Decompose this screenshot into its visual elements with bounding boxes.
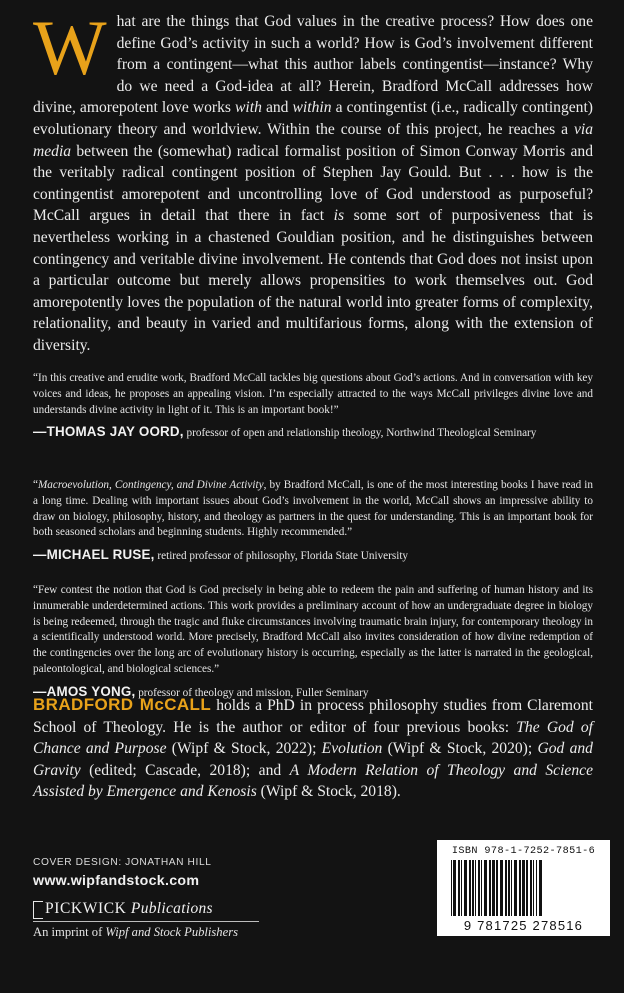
barcode-bar <box>522 860 525 916</box>
desc-text-5: some sort of purposiveness that is nevertheless working in a chastened Gouldian position, and he distinguishes between contingency and veritable divine involvement. He contends that God does not insist upon a particular outcome but merely allows propensities to work themselves out. God amorepotently loves the population of the natural world into greater forms of complexity, relationality, and beauty in varied and multifarious forms, along with the extension of diversity. <box>33 207 593 354</box>
endorsement-oord <box>33 371 593 441</box>
bio-text-1: holds a PhD in process philosophy studies from Claremont School of Theology. He is the author or editor of four previous books: <box>33 697 593 736</box>
desc-emph-4: is <box>333 207 345 225</box>
endorser-name: —MICHAEL RUSE, <box>33 547 155 563</box>
endorsement-quote: “Few contest the notion that God is God precisely in being able to redeem the pain and suffering of human history and its innumerable underdetermined actions. This work provides a preliminary account of how an undergraduate degree in biology is being redeemed, through the tragic and fluke circumstances involving traumatic brain injury, for contemporary theology in a scientifically understood world. More precisely, Bradford McCall also invites consideration of how divine redemption of the contingencies over the long arc of evolutionary history is occurring, especially as the latter is narrated in the geological, paleontological, and biological sciences.” <box>33 584 593 675</box>
bio-text-3: (Wipf & Stock, 2020); <box>382 740 538 758</box>
author-bio <box>33 694 593 803</box>
barcode-bars-icon <box>449 860 598 918</box>
bio-book-3: God and Gravity <box>33 740 593 779</box>
endorsement-yong <box>33 583 593 701</box>
barcode-bar <box>505 860 507 916</box>
isbn-label: ISBN 978-1-7252-7851-6 <box>451 846 596 857</box>
imprint-publisher: Wipf and Stock Publishers <box>105 925 238 939</box>
desc-emph-1: with <box>235 99 262 117</box>
bio-text-5: (Wipf & Stock, 2018). <box>256 783 401 801</box>
endorsement-text <box>33 583 593 678</box>
endorsement-book-title: Macroevolution, Contingency, and Divine Activity <box>37 479 264 491</box>
desc-text-4: between the (somewhat) radical formalist position of Simon Conway Morris and the veritably radical contingent position of Stephen Jay Gould. But . . . how is the contingentist amorepotent and uncontrolling love of God understood as purposeful? McCall argues in detail that there in fact <box>33 142 593 225</box>
endorser-title: professor of open and relationship theology, Northwind Theological Seminary <box>183 427 537 440</box>
endorsement-text <box>33 478 593 541</box>
barcode-bar <box>461 860 462 916</box>
bio-book-4: A Modern Relation of Theology and Science Assisted by Emergence and Kenosis <box>33 761 593 801</box>
endorser-title: retired professor of philosophy, Florida State University <box>154 550 409 563</box>
endorsement-quote: “In this creative and erudite work, Bradford McCall tackles big questions about God’s actions. And in conversation with key voices and ideas, he proposes an appealing vision. I’m especially attracted to the ways McCall privileges divine love and understands divine activity in light of it. This is an important book!” <box>33 372 593 416</box>
barcode-bar <box>464 860 467 916</box>
barcode-digits: 9 781725 278516 <box>463 918 584 933</box>
barcode-bar <box>469 860 471 916</box>
barcode-bar <box>481 860 482 916</box>
bio-text-4: (edited; Cascade, 2018); and <box>80 761 290 779</box>
barcode-bar <box>500 860 503 916</box>
publisher-name <box>45 900 213 918</box>
endorsement-open-quote: “ <box>33 479 38 491</box>
barcode-bar <box>530 860 532 916</box>
publisher-website: www.wipfandstock.com <box>33 873 200 889</box>
barcode-bar <box>539 860 542 916</box>
barcode-bar <box>478 860 480 916</box>
desc-text-3: a contingentist (i.e., radically contingent) evolutionary theory and worldview. Within the course of this project, he reaches a <box>33 99 594 138</box>
publisher-main: PICKWICK <box>45 900 127 917</box>
endorsement-quote: , by Bradford McCall, is one of the most interesting books I have read in a long time. Dealing with important issues about God’s involvement in the world, McCall shows an impressive ability to draw on biology, philosophy, history, and theology as partners in the quest for understanding. This is an important book for both seasoned scholars and beginning students. Highly recommended.” <box>33 479 593 539</box>
desc-emph-3: via media <box>33 120 593 160</box>
bio-book-1: The God of Chance and Purpose <box>33 718 594 758</box>
logo-underline <box>33 921 259 922</box>
publisher-sub: Publications <box>130 900 213 917</box>
barcode-bar <box>508 860 510 916</box>
barcode-bar <box>536 860 537 916</box>
barcode-bar <box>489 860 491 916</box>
author-name: BRADFORD McCALL <box>33 695 212 714</box>
barcode-bar <box>472 860 474 916</box>
barcode-bar <box>484 860 487 916</box>
barcode-bar <box>453 860 456 916</box>
endorser-name: —AMOS YONG, <box>33 683 136 699</box>
desc-emph-2: within <box>292 99 332 117</box>
imprint-line <box>33 925 238 940</box>
bio-book-2: Evolution <box>321 740 383 758</box>
endorsement-attribution <box>33 424 593 441</box>
endorser-name: —THOMAS JAY OORD, <box>33 424 184 440</box>
barcode-bar <box>526 860 528 916</box>
barcode-bar <box>496 860 498 916</box>
desc-text-2: and <box>261 99 293 117</box>
endorsement-ruse <box>33 478 593 564</box>
logo-bracket-icon <box>33 901 43 919</box>
drop-cap: W <box>33 4 107 91</box>
bio-text-2: (Wipf & Stock, 2022); <box>166 740 322 758</box>
publisher-logo <box>33 898 263 924</box>
barcode-bar <box>514 860 517 916</box>
barcode-bar <box>511 860 512 916</box>
barcode-bar <box>492 860 495 916</box>
cover-design-credit: COVER DESIGN: JONATHAN HILL <box>33 857 212 868</box>
barcode-bar <box>458 860 460 916</box>
barcode-bar <box>533 860 534 916</box>
endorsement-attribution <box>33 547 593 564</box>
endorser-title: professor of theology and mission, Fuller Seminary <box>135 686 369 699</box>
isbn-barcode <box>437 840 610 936</box>
endorsement-text <box>33 371 593 418</box>
barcode-bar <box>475 860 476 916</box>
barcode-bar <box>451 860 452 916</box>
imprint-prefix: An imprint of <box>33 925 106 939</box>
barcode-bar <box>519 860 521 916</box>
desc-text-1: hat are the things that God values in the creative process? How does one define God’s activity in such a world? How is God’s involvement different from a contingent—what this author labels contingentist—instance? Why do we need a God-idea at all? Herein, Bradford McCall addresses how divine, amorepotent love works <box>33 13 593 117</box>
book-description <box>33 4 594 357</box>
